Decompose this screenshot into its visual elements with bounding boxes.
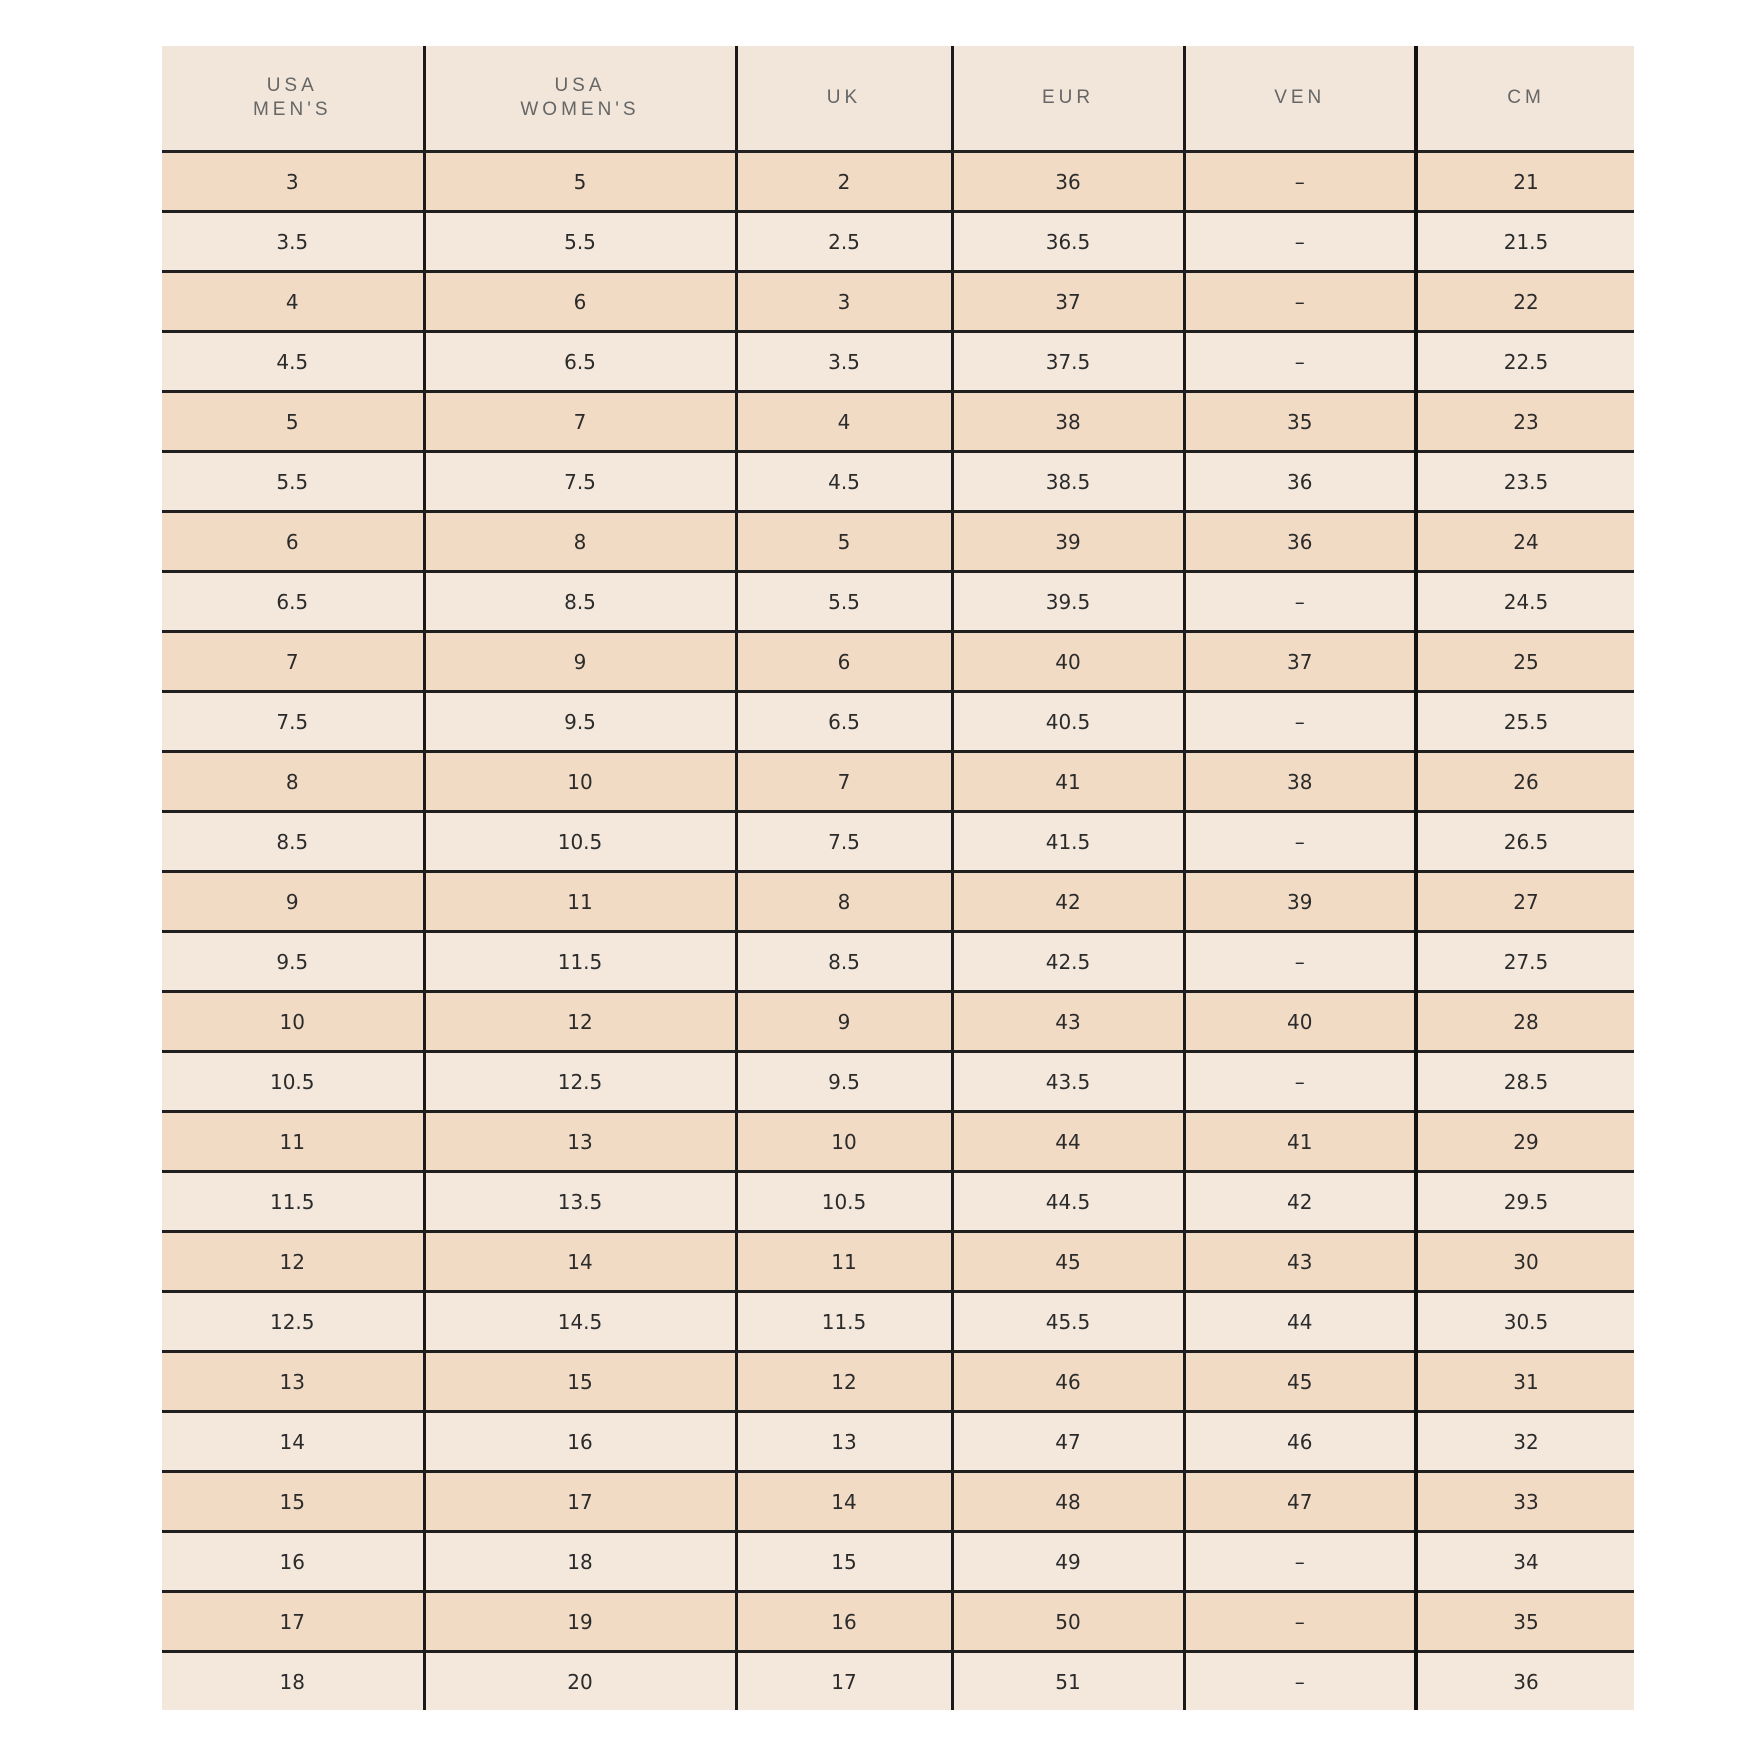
cell-cm: 27.5 (1416, 932, 1634, 992)
cell-uk: 6.5 (736, 692, 952, 752)
cell-uk: 2.5 (736, 212, 952, 272)
cell-cm: 33 (1416, 1472, 1634, 1532)
cell-ven: 35 (1184, 392, 1416, 452)
cell-eur: 40.5 (952, 692, 1184, 752)
cell-cm: 28 (1416, 992, 1634, 1052)
cell-eur: 38.5 (952, 452, 1184, 512)
cell-usa-womens: 9.5 (424, 692, 736, 752)
cell-usa-womens: 11.5 (424, 932, 736, 992)
header-label-line: UK (826, 87, 862, 108)
header-usa-mens (162, 46, 424, 152)
cell-usa-womens: 20 (424, 1652, 736, 1711)
cell-usa-mens: 4 (162, 272, 424, 332)
cell-eur: 45.5 (952, 1292, 1184, 1352)
cell-eur: 39.5 (952, 572, 1184, 632)
cell-cm: 23.5 (1416, 452, 1634, 512)
cell-cm: 29 (1416, 1112, 1634, 1172)
cell-ven: – (1184, 1052, 1416, 1112)
cell-usa-womens: 6 (424, 272, 736, 332)
cell-cm: 25.5 (1416, 692, 1634, 752)
cell-uk: 16 (736, 1592, 952, 1652)
cell-usa-mens: 13 (162, 1352, 424, 1412)
table-row (162, 1232, 1634, 1292)
table-row (162, 812, 1634, 872)
table-row (162, 572, 1634, 632)
cell-usa-mens: 10.5 (162, 1052, 424, 1112)
cell-uk: 3.5 (736, 332, 952, 392)
cell-eur: 38 (952, 392, 1184, 452)
table-row (162, 212, 1634, 272)
cell-usa-mens: 5 (162, 392, 424, 452)
cell-usa-womens: 18 (424, 1532, 736, 1592)
cell-cm: 21 (1416, 152, 1634, 212)
cell-eur: 39 (952, 512, 1184, 572)
cell-cm: 26.5 (1416, 812, 1634, 872)
table-body (162, 152, 1634, 1711)
table-row (162, 752, 1634, 812)
cell-cm: 31 (1416, 1352, 1634, 1412)
cell-usa-mens: 6.5 (162, 572, 424, 632)
cell-uk: 8 (736, 872, 952, 932)
cell-usa-womens: 12 (424, 992, 736, 1052)
cell-eur: 46 (952, 1352, 1184, 1412)
cell-eur: 36 (952, 152, 1184, 212)
table-row (162, 932, 1634, 992)
table-row (162, 332, 1634, 392)
table-row (162, 1472, 1634, 1532)
table-row (162, 452, 1634, 512)
cell-eur: 51 (952, 1652, 1184, 1711)
table-row (162, 1652, 1634, 1711)
cell-usa-mens: 11 (162, 1112, 424, 1172)
table-row (162, 1352, 1634, 1412)
cell-usa-womens: 8 (424, 512, 736, 572)
cell-usa-mens: 14 (162, 1412, 424, 1472)
cell-uk: 5.5 (736, 572, 952, 632)
cell-usa-womens: 5.5 (424, 212, 736, 272)
cell-usa-mens: 3 (162, 152, 424, 212)
cell-eur: 43.5 (952, 1052, 1184, 1112)
cell-uk: 3 (736, 272, 952, 332)
cell-usa-womens: 7 (424, 392, 736, 452)
cell-uk: 12 (736, 1352, 952, 1412)
cell-ven: 36 (1184, 512, 1416, 572)
cell-uk: 10.5 (736, 1172, 952, 1232)
cell-uk: 13 (736, 1412, 952, 1472)
cell-usa-mens: 4.5 (162, 332, 424, 392)
cell-ven: 40 (1184, 992, 1416, 1052)
cell-uk: 5 (736, 512, 952, 572)
cell-usa-mens: 5.5 (162, 452, 424, 512)
cell-uk: 4 (736, 392, 952, 452)
cell-usa-mens: 10 (162, 992, 424, 1052)
cell-usa-mens: 7.5 (162, 692, 424, 752)
cell-usa-womens: 13 (424, 1112, 736, 1172)
cell-cm: 32 (1416, 1412, 1634, 1472)
cell-ven: 42 (1184, 1172, 1416, 1232)
cell-usa-womens: 8.5 (424, 572, 736, 632)
header-label-line: VEN (1274, 87, 1326, 108)
cell-cm: 21.5 (1416, 212, 1634, 272)
cell-uk: 11.5 (736, 1292, 952, 1352)
table-row (162, 1412, 1634, 1472)
cell-ven: – (1184, 932, 1416, 992)
table-row (162, 992, 1634, 1052)
cell-uk: 15 (736, 1532, 952, 1592)
table-row (162, 1592, 1634, 1652)
cell-cm: 30 (1416, 1232, 1634, 1292)
cell-ven: – (1184, 1592, 1416, 1652)
cell-uk: 8.5 (736, 932, 952, 992)
cell-ven: 38 (1184, 752, 1416, 812)
cell-ven: – (1184, 812, 1416, 872)
cell-usa-womens: 17 (424, 1472, 736, 1532)
cell-usa-mens: 9.5 (162, 932, 424, 992)
cell-cm: 35 (1416, 1592, 1634, 1652)
cell-usa-mens: 15 (162, 1472, 424, 1532)
cell-uk: 11 (736, 1232, 952, 1292)
cell-ven: – (1184, 692, 1416, 752)
cell-usa-womens: 14 (424, 1232, 736, 1292)
cell-cm: 27 (1416, 872, 1634, 932)
cell-ven: 36 (1184, 452, 1416, 512)
size-chart (162, 46, 1634, 1710)
cell-cm: 24.5 (1416, 572, 1634, 632)
cell-ven: 39 (1184, 872, 1416, 932)
cell-usa-mens: 12 (162, 1232, 424, 1292)
cell-usa-womens: 7.5 (424, 452, 736, 512)
cell-cm: 22 (1416, 272, 1634, 332)
cell-ven: 44 (1184, 1292, 1416, 1352)
cell-usa-womens: 11 (424, 872, 736, 932)
table-row (162, 1172, 1634, 1232)
cell-usa-mens: 8 (162, 752, 424, 812)
header-label-line: WOMEN'S (520, 99, 640, 120)
cell-eur: 37.5 (952, 332, 1184, 392)
table-row (162, 632, 1634, 692)
cell-usa-mens: 8.5 (162, 812, 424, 872)
cell-usa-mens: 9 (162, 872, 424, 932)
cell-uk: 9.5 (736, 1052, 952, 1112)
cell-eur: 37 (952, 272, 1184, 332)
cell-uk: 2 (736, 152, 952, 212)
cell-eur: 40 (952, 632, 1184, 692)
cell-eur: 41.5 (952, 812, 1184, 872)
cell-ven: – (1184, 332, 1416, 392)
cell-cm: 29.5 (1416, 1172, 1634, 1232)
cell-usa-mens: 6 (162, 512, 424, 572)
cell-eur: 45 (952, 1232, 1184, 1292)
cell-cm: 34 (1416, 1532, 1634, 1592)
cell-uk: 10 (736, 1112, 952, 1172)
cell-cm: 28.5 (1416, 1052, 1634, 1112)
cell-usa-womens: 10 (424, 752, 736, 812)
cell-ven: – (1184, 272, 1416, 332)
header-cm (1416, 46, 1634, 152)
header-ven (1184, 46, 1416, 152)
cell-eur: 48 (952, 1472, 1184, 1532)
cell-eur: 42 (952, 872, 1184, 932)
cell-eur: 49 (952, 1532, 1184, 1592)
header-uk (736, 46, 952, 152)
header-row (162, 46, 1634, 152)
cell-uk: 7 (736, 752, 952, 812)
header-label-line: USA (554, 75, 606, 96)
header-usa-womens (424, 46, 736, 152)
cell-ven: – (1184, 212, 1416, 272)
cell-usa-womens: 19 (424, 1592, 736, 1652)
cell-eur: 47 (952, 1412, 1184, 1472)
cell-ven: – (1184, 1532, 1416, 1592)
cell-cm: 36 (1416, 1652, 1634, 1711)
table-header (162, 46, 1634, 152)
cell-uk: 7.5 (736, 812, 952, 872)
cell-usa-mens: 18 (162, 1652, 424, 1711)
table-row (162, 1292, 1634, 1352)
header-eur (952, 46, 1184, 152)
cell-usa-womens: 16 (424, 1412, 736, 1472)
cell-usa-womens: 10.5 (424, 812, 736, 872)
table-row (162, 392, 1634, 452)
cell-usa-womens: 12.5 (424, 1052, 736, 1112)
cell-uk: 4.5 (736, 452, 952, 512)
cell-usa-mens: 12.5 (162, 1292, 424, 1352)
table-row (162, 692, 1634, 752)
table-row (162, 872, 1634, 932)
table-row (162, 1052, 1634, 1112)
cell-usa-mens: 7 (162, 632, 424, 692)
cell-eur: 44 (952, 1112, 1184, 1172)
header-label-line: EUR (1041, 87, 1095, 108)
table-row (162, 1532, 1634, 1592)
cell-ven: 41 (1184, 1112, 1416, 1172)
cell-ven: 43 (1184, 1232, 1416, 1292)
cell-uk: 14 (736, 1472, 952, 1532)
cell-ven: – (1184, 152, 1416, 212)
cell-usa-womens: 14.5 (424, 1292, 736, 1352)
table-row (162, 152, 1634, 212)
cell-ven: 37 (1184, 632, 1416, 692)
header-label-line: USA (266, 75, 318, 96)
cell-eur: 43 (952, 992, 1184, 1052)
table-row (162, 512, 1634, 572)
cell-cm: 25 (1416, 632, 1634, 692)
cell-usa-womens: 13.5 (424, 1172, 736, 1232)
cell-ven: 46 (1184, 1412, 1416, 1472)
cell-eur: 42.5 (952, 932, 1184, 992)
size-conversion-table (162, 46, 1634, 1710)
cell-eur: 36.5 (952, 212, 1184, 272)
header-label-line: CM (1507, 87, 1545, 108)
cell-ven: 47 (1184, 1472, 1416, 1532)
cell-usa-mens: 11.5 (162, 1172, 424, 1232)
cell-usa-mens: 17 (162, 1592, 424, 1652)
cell-cm: 23 (1416, 392, 1634, 452)
cell-eur: 44.5 (952, 1172, 1184, 1232)
table-row (162, 1112, 1634, 1172)
cell-ven: – (1184, 572, 1416, 632)
table-row (162, 272, 1634, 332)
cell-cm: 26 (1416, 752, 1634, 812)
cell-ven: – (1184, 1652, 1416, 1711)
cell-cm: 30.5 (1416, 1292, 1634, 1352)
cell-usa-mens: 3.5 (162, 212, 424, 272)
cell-uk: 17 (736, 1652, 952, 1711)
cell-eur: 41 (952, 752, 1184, 812)
cell-usa-womens: 6.5 (424, 332, 736, 392)
cell-uk: 9 (736, 992, 952, 1052)
cell-cm: 24 (1416, 512, 1634, 572)
cell-usa-womens: 15 (424, 1352, 736, 1412)
cell-cm: 22.5 (1416, 332, 1634, 392)
cell-ven: 45 (1184, 1352, 1416, 1412)
header-label-line: MEN'S (252, 99, 332, 120)
cell-usa-womens: 9 (424, 632, 736, 692)
cell-eur: 50 (952, 1592, 1184, 1652)
cell-uk: 6 (736, 632, 952, 692)
cell-usa-womens: 5 (424, 152, 736, 212)
cell-usa-mens: 16 (162, 1532, 424, 1592)
